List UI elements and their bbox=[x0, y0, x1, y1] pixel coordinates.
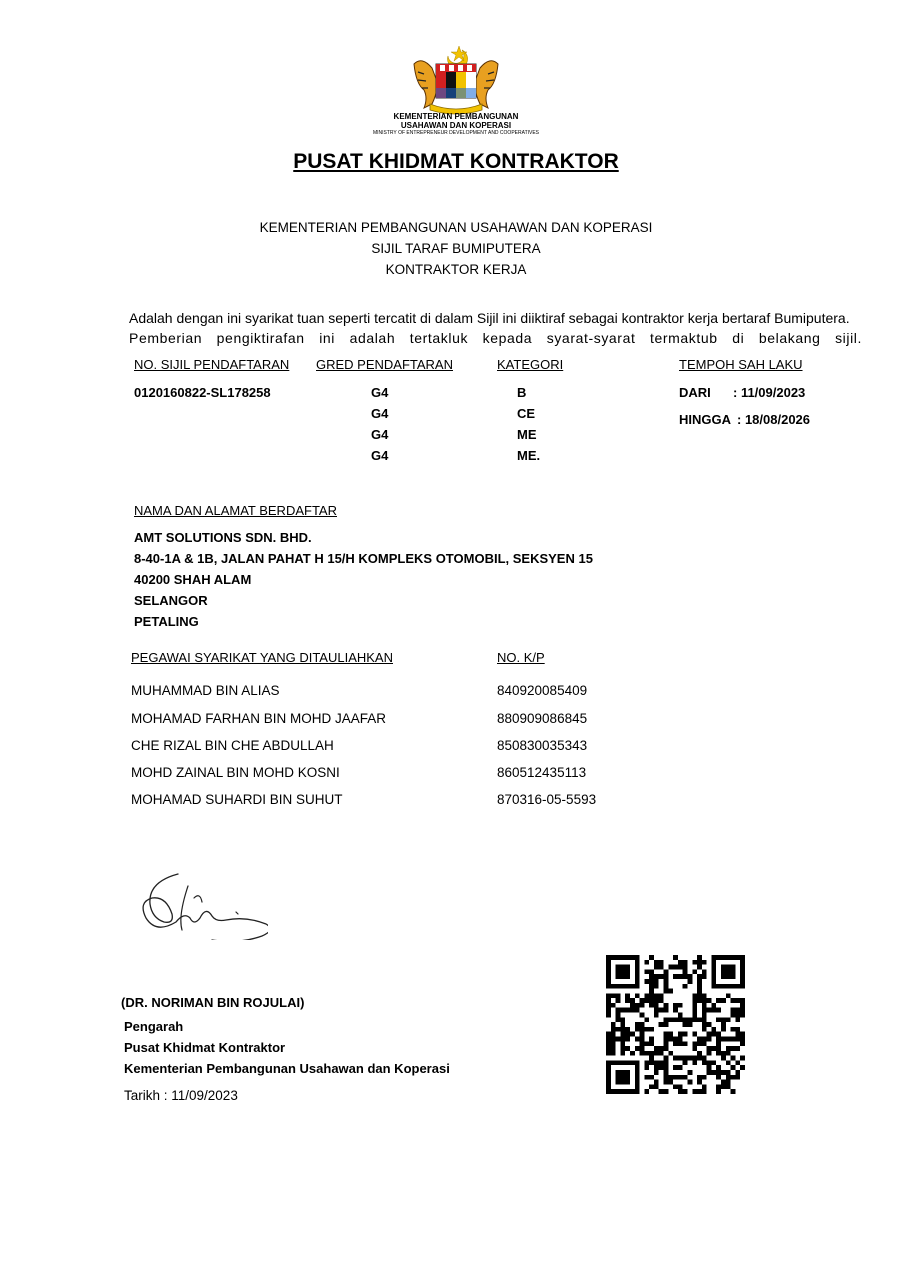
signatory-name: (DR. NORIMAN BIN ROJULAI) bbox=[121, 995, 305, 1010]
grade-value: G4 bbox=[371, 448, 389, 463]
recognition-paragraph bbox=[129, 308, 862, 348]
officer-name: MOHAMAD SUHARDI BIN SUHUT bbox=[131, 792, 343, 807]
grade-value: G4 bbox=[371, 385, 389, 400]
address-line: PETALING bbox=[134, 614, 199, 629]
handwritten-signature bbox=[138, 868, 268, 940]
officer-name: MUHAMMAD BIN ALIAS bbox=[131, 683, 280, 698]
address-line: 8-40-1A & 1B, JALAN PAHAT H 15/H KOMPLEKS OTOMOBIL, SEKSYEN 15 bbox=[134, 551, 593, 566]
officers-header: PEGAWAI SYARIKAT YANG DITAULIAHKAN bbox=[131, 650, 393, 665]
ministry-name-english: MINISTRY OF ENTREPRENEUR DEVELOPMENT AND COOPERATIVES bbox=[372, 130, 540, 136]
signatory-org: Pusat Khidmat Kontraktor bbox=[124, 1040, 286, 1055]
paragraph-line1: Adalah dengan ini syarikat tuan seperti tercatit di dalam Sijil ini diiktiraf sebagai kontraktor kerja bertaraf Bumiputera. bbox=[129, 310, 850, 326]
header-no-sijil: NO. SIJIL PENDAFTARAN bbox=[134, 357, 290, 372]
company-name: AMT SOLUTIONS SDN. BHD. bbox=[134, 530, 312, 545]
subtitle-ministry: KEMENTERIAN PEMBANGUNAN USAHAWAN DAN KOPERASI bbox=[259, 220, 653, 235]
officers-kp-header: NO. K/P bbox=[497, 650, 545, 665]
validity-to-value: : 18/08/2026 bbox=[737, 412, 811, 427]
ministry-name-line2: USAHAWAN DAN KOPERASI bbox=[400, 121, 512, 130]
address-line: 40200 SHAH ALAM bbox=[134, 572, 252, 587]
malaysia-coat-of-arms-icon bbox=[404, 44, 508, 116]
header-gred: GRED PENDAFTARAN bbox=[316, 357, 453, 372]
issue-date: Tarikh : 11/09/2023 bbox=[124, 1088, 238, 1103]
validity-from-label: DARI bbox=[679, 385, 711, 400]
grade-value: G4 bbox=[371, 406, 389, 421]
subtitle-contractor-type: KONTRAKTOR KERJA bbox=[385, 262, 527, 277]
ministry-name-line1: KEMENTERIAN PEMBANGUNAN bbox=[393, 112, 519, 121]
address-line: SELANGOR bbox=[134, 593, 208, 608]
grade-value: G4 bbox=[371, 427, 389, 442]
category-value: ME. bbox=[517, 448, 541, 463]
no-sijil-value: 0120160822-SL178258 bbox=[134, 385, 271, 400]
paragraph-line2: Pemberian pengiktirafan ini adalah tertakluk kepada syarat-syarat termaktub di belakang sijil. bbox=[129, 330, 862, 346]
signatory-ministry: Kementerian Pembangunan Usahawan dan Koperasi bbox=[124, 1061, 450, 1076]
validity-to-label: HINGGA bbox=[679, 412, 731, 427]
signatory-title: Pengarah bbox=[124, 1019, 184, 1034]
header-kategori: KATEGORI bbox=[497, 357, 564, 372]
qr-code-icon bbox=[606, 955, 745, 1094]
subtitle-certificate: SIJIL TARAF BUMIPUTERA bbox=[371, 241, 541, 256]
page-title: PUSAT KHIDMAT KONTRAKTOR bbox=[293, 150, 619, 173]
officer-kp: 870316-05-5593 bbox=[497, 792, 597, 807]
validity-from-value: : 11/09/2023 bbox=[733, 385, 806, 400]
header-tempoh: TEMPOH SAH LAKU bbox=[679, 357, 803, 372]
officer-name: CHE RIZAL BIN CHE ABDULLAH bbox=[131, 738, 334, 753]
officer-kp: 850830035343 bbox=[497, 738, 588, 753]
officer-kp: 880909086845 bbox=[497, 711, 588, 726]
officer-name: MOHD ZAINAL BIN MOHD KOSNI bbox=[131, 765, 340, 780]
officer-kp: 860512435113 bbox=[497, 765, 587, 780]
category-value: B bbox=[517, 385, 527, 400]
officer-name: MOHAMAD FARHAN BIN MOHD JAAFAR bbox=[131, 711, 387, 726]
category-value: ME bbox=[517, 427, 537, 442]
officer-kp: 840920085409 bbox=[497, 683, 588, 698]
category-value: CE bbox=[517, 406, 536, 421]
address-header: NAMA DAN ALAMAT BERDAFTAR bbox=[134, 503, 337, 518]
